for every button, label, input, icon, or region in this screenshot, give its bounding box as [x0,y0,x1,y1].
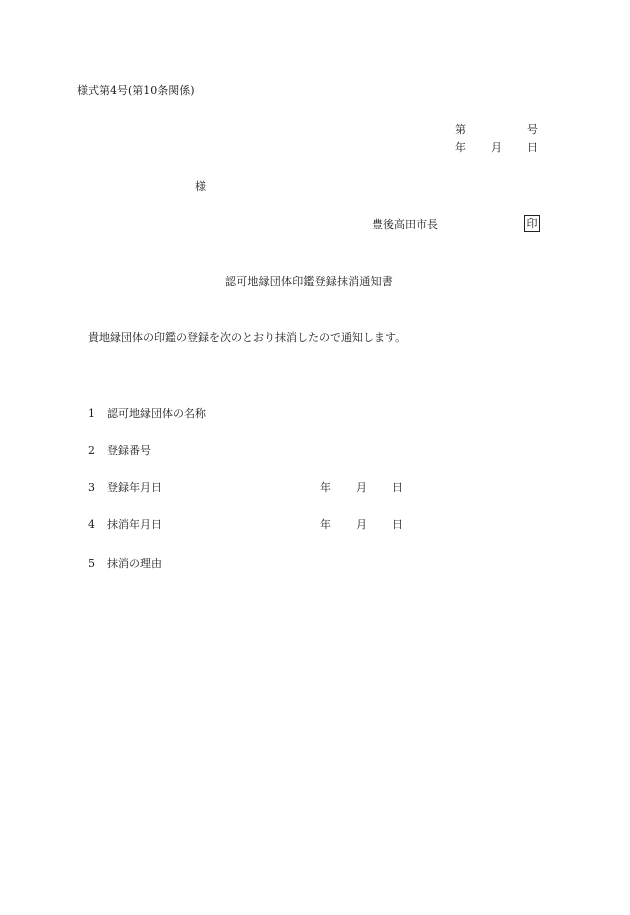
date-day: 日 [392,518,403,531]
item-number: 5 [88,557,95,570]
document-title: 認可地縁団体印鑑登録抹消通知書 [225,275,393,288]
item-label: 登録番号 [107,444,151,457]
item-label: 抹消年月日 [107,518,162,531]
issuer-title: 豊後高田市長 [372,218,438,231]
item-number: 4 [88,518,95,531]
item-number: 2 [88,444,95,457]
addressee-honorific: 様 [195,180,206,193]
date-month: 月 [356,518,367,531]
date-year: 年 [320,518,331,531]
issue-date-month: 月 [491,141,502,154]
seal-mark: 印 [524,215,540,232]
item-label: 抹消の理由 [107,557,162,570]
document-number-suffix: 号 [527,123,538,136]
item-label: 認可地縁団体の名称 [107,407,206,420]
issue-date-day: 日 [527,141,538,154]
body-text: 貴地縁団体の印鑑の登録を次のとおり抹消したので通知します。 [88,331,407,344]
date-year: 年 [320,481,331,494]
document-number-prefix: 第 [455,123,466,136]
date-month: 月 [356,481,367,494]
item-number: 1 [88,407,95,420]
item-label: 登録年月日 [107,481,162,494]
item-number: 3 [88,481,95,494]
form-number: 様式第4号(第10条関係) [77,84,195,97]
date-day: 日 [392,481,403,494]
issue-date-year: 年 [455,141,466,154]
